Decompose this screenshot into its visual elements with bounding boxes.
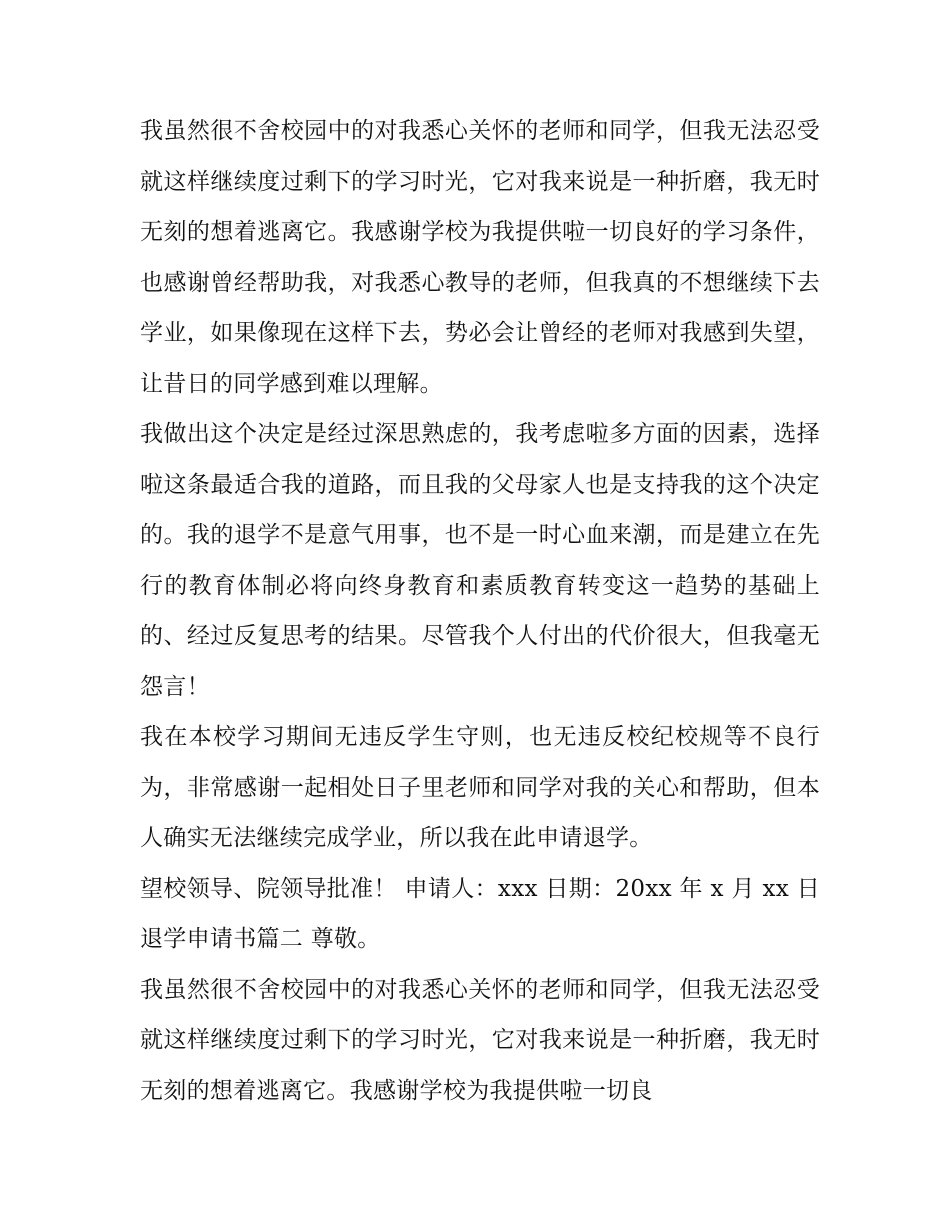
paragraph-decision: 我做出这个决定是经过深思熟虑的，我考虑啦多方面的因素，选择啦这条最适合我的道路，而且我的父母家人也是支持我的这个决定的。我的退学不是意气用事，也不是一时心血来潮，而是建立在先行的教育体制必将向终身教育和素质教育转变这一趋势的基础上的、经过反复思考的结果。尽管我个人付出的代价很大，但我毫无怨言！ <box>140 421 820 700</box>
paragraph-reason-intro: 我虽然很不舍校园中的对我悉心关怀的老师和同学，但我无法忍受就这样继续度过剩下的学习时光，它对我来说是一种折磨，我无时无刻的想着逃离它。我感谢学校为我提供啦一切良好的学习条件，也感谢曾经帮助我，对我悉心教导的老师，但我真的不想继续下去学业，如果像现在这样下去，势必会让曾经的老师对我感到失望，让昔日的同学感到难以理解。 <box>140 118 820 397</box>
document-page <box>140 106 820 1116</box>
paragraph-repeat-intro: 我虽然很不舍校园中的对我悉心关怀的老师和同学，但我无法忍受就这样继续度过剩下的学习时光，它对我来说是一种折磨，我无时无刻的想着逃离它。我感谢学校为我提供啦一切良 <box>140 976 820 1104</box>
paragraph-conduct: 我在本校学习期间无违反学生守则，也无违反校纪校规等不良行为，非常感谢一起相处日子里老师和同学对我的关心和帮助，但本人确实无法继续完成学业，所以我在此申请退学。 <box>140 724 820 851</box>
paragraph-signature: 望校领导、院领导批准！ 申请人：xxx 日期：20xx 年 x 月 xx 日 退学申请书篇二 尊敬。 <box>140 875 820 952</box>
